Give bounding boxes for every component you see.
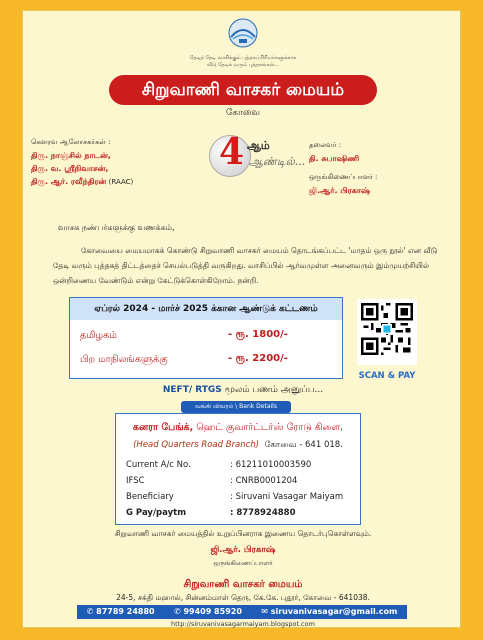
coordinator-label: ஒருங்கிணைப்பாளர் : (309, 173, 378, 181)
bank-row-label: IFSC (126, 476, 145, 486)
fee-box (69, 297, 343, 379)
bank-row-label: G Pay/paytm (126, 508, 187, 518)
anniversary-word: ஆண்டில்... (249, 155, 306, 168)
qr-icon (361, 303, 413, 355)
contact-name: ஜி.ஆர். பிரகாஷ் (210, 545, 276, 555)
scan-pay-label: SCAN & PAY (358, 371, 416, 381)
advisors-block (31, 136, 133, 189)
footer-org-name: சிறுவாணி வாசகர் மையம் (183, 579, 303, 590)
bank-row-value: : Siruvani Vasagar Maiyam (230, 492, 344, 502)
bank-name-line (116, 422, 360, 434)
email-text: siruvanivasagar@gmail.com (270, 607, 398, 616)
bank-name: கனரா பேங்க், (132, 422, 194, 433)
fee-row-label: தமிழகம் (80, 330, 117, 341)
advisor-name: திரு. நாஞ்சில் நாடன், (31, 151, 111, 160)
bank-row-label: Beneficiary (126, 492, 174, 502)
neft-suffix: மூலம் பணம் அனுப்ப... (224, 385, 324, 395)
bank-branch-line (116, 440, 360, 451)
coordinator-name: ஜி.ஆர். பிரகாஷ் (309, 186, 370, 195)
bank-row-label: Current A/c No. (126, 460, 191, 470)
anniversary-suffix: ஆம் (247, 139, 270, 152)
bank-branch-en: (Head Quarters Road Branch) (133, 440, 260, 450)
bank-city: கோவை - 641 018. (264, 440, 343, 450)
bank-row (126, 492, 356, 502)
payment-qr-code[interactable] (357, 299, 417, 365)
page-title: சிறுவாணி வாசகர் மையம் (109, 75, 377, 105)
tagline: தேடித் தேடி வாசிக்கும் புத்தகப்பிரியர்களுக்காக வீடு தேடிக் வரும் புத்தகங்கள்... (189, 55, 297, 68)
blog-link[interactable]: http://siruvanivasagarmaiyam.blogspot.com (171, 620, 315, 628)
bank-details-box (115, 413, 361, 525)
phone-2[interactable]: ✆ 99409 85920 (173, 607, 242, 616)
fee-row-value: - ரூ. 2200/- (228, 353, 288, 364)
bank-branch: ஹெட் குவார்ட்டர்ஸ் ரோடு கிளை, (193, 422, 344, 433)
bank-row (126, 460, 356, 470)
fee-row-value: - ரூ. 1800/- (228, 329, 288, 340)
neft-line (143, 385, 343, 396)
footer-address: 24-5, சக்தி மஹால், சின்னம்மாள் தெரு, கே.கே. புதூர், கோவை - 641038. (116, 593, 370, 602)
letter-body: கோவையை மையமாகக் கொண்டு சிறுவாணி வாசகர் மையம் தொடங்கப்பட்ட 'மாதம் ஒரு நூல்' என வீடு தேடி வரும் புத்தகத் திட்டத்தைச் செயல்படுத்தி வருகிறது. வாசிப்பில் ஆர்வமுள்ள அனைவரும் இம்முயற்சியில் ஒன்றிணைய வேண்டும் என்று கேட்டுக்கொள்கிறோம். நன்றி. (53, 246, 438, 285)
bank-row-value: : 61211010003590 (230, 460, 312, 470)
poster-sheet (22, 10, 461, 628)
footer-contact-bar (77, 605, 407, 619)
bank-row-value: : 8778924880 (230, 508, 296, 518)
advisors-label: கௌரவ ஆலோசகர்கள் : (31, 138, 111, 146)
city-label: கோவை (226, 108, 260, 118)
anniversary-number: 4 (219, 131, 245, 173)
leaders-block (309, 139, 377, 197)
fee-heading: ஏப்ரல் 2024 - மார்ச் 2025 க்கான ஆண்டுக் கட்டணம் (70, 298, 342, 320)
raac-label: (RAAC) (108, 178, 134, 186)
email-link[interactable]: ✉ siruvanivasagar@gmail.com (261, 607, 398, 616)
bank-row (126, 476, 356, 486)
phone-2-text: 99409 85920 (183, 607, 242, 616)
contact-role: ஒருங்கிணைப்பாளர் (213, 559, 273, 567)
fee-row-label: பிற மாநிலங்களுக்கு (80, 354, 168, 365)
president-name: தி. சுபாஷிணி (309, 154, 360, 163)
bank-row (126, 508, 356, 518)
bank-row-value: : CNRB0001204 (230, 476, 298, 486)
advisor-name: திரு. ஆர். ரவீந்திரன் (31, 177, 107, 186)
phone-1[interactable]: ✆ 87789 24880 (86, 607, 155, 616)
bank-details-pill: வங்கி விவரம் \ Bank Details (181, 401, 291, 413)
contact-line: சிறுவாணி வாசகர் மையத்தில் உறுப்பினராக இணைய தொடர்புகொள்ளவும். (114, 529, 372, 538)
advisor-name: திரு. வ. ஸ்ரீநிவாசன், (31, 164, 109, 173)
letter-greeting: வாசக நண்பர்களுக்கு வணக்கம், (58, 223, 175, 232)
phone-1-text: 87789 24880 (96, 607, 155, 616)
president-label: தலைவர் : (309, 141, 341, 149)
logo-icon (221, 17, 265, 53)
neft-label: NEFT/ RTGS (162, 385, 222, 395)
